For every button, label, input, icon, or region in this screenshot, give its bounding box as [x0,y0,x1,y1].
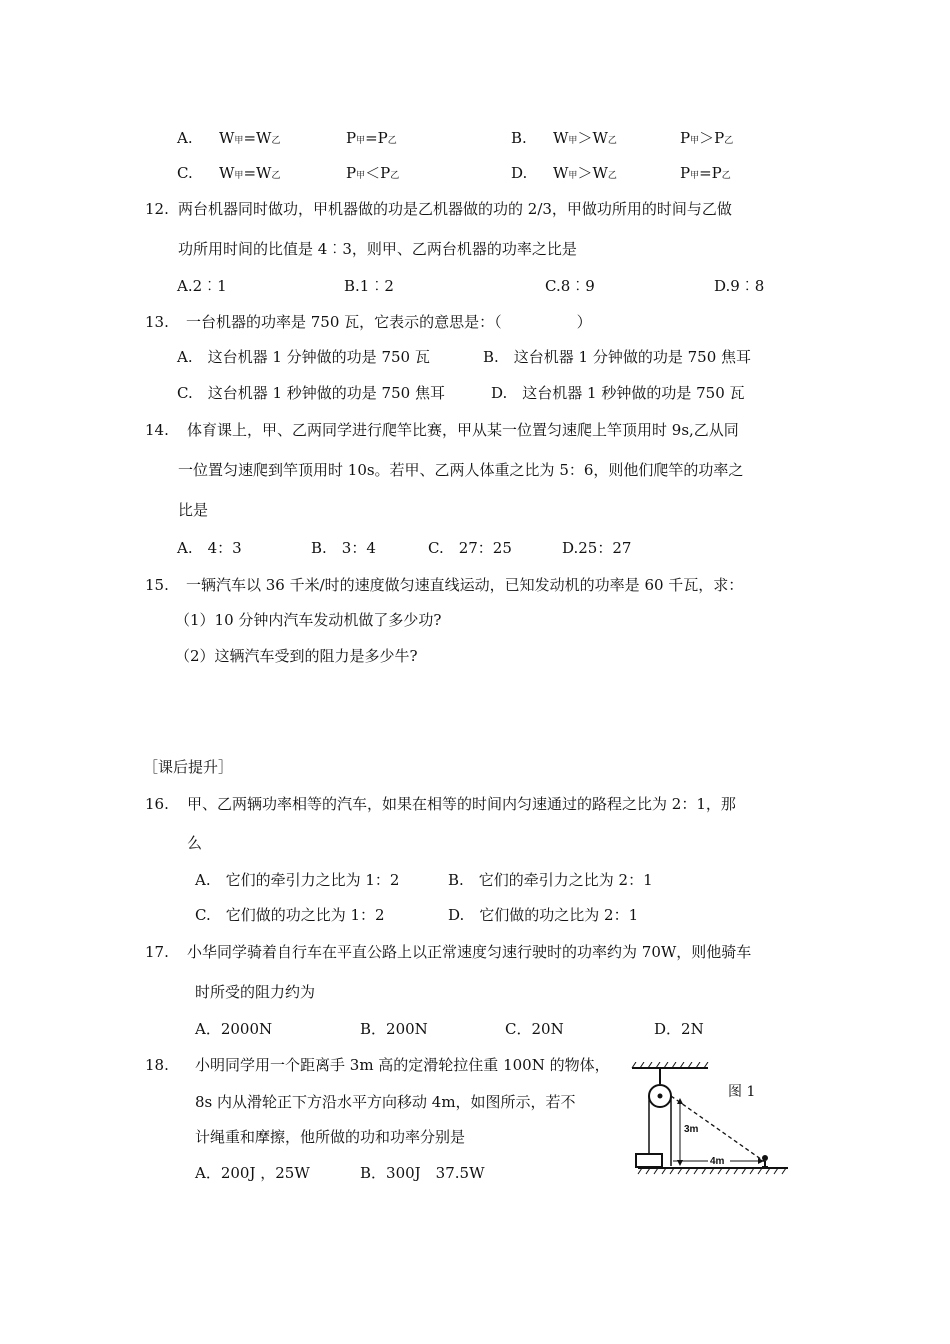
q11-a-power: P甲=P乙 [346,129,397,147]
q13-stem: 一台机器的功率是 750 瓦，它表示的意思是：（ ） [186,313,592,331]
q11-b-power: P甲＞P乙 [680,129,734,147]
q11-d-power: P甲=P乙 [680,164,731,182]
q12-number: 12. [145,200,169,218]
q13-option-c: C. 这台机器 1 秒钟做的功是 750 焦耳 [177,384,445,402]
q16-option-c: C. 它们做的功之比为 1：2 [195,906,385,924]
q12-option-c: C.8︰9 [545,277,595,295]
pulley-figure [628,1062,790,1182]
q16-option-d: D. 它们做的功之比为 2：1 [448,906,639,924]
q11-c-work: W甲=W乙 [219,164,281,182]
q11-c-letter: C. [177,164,193,182]
q14-stem-line2: 一位置匀速爬到竿顶用时 10s。若甲、乙两人体重之比为 5：6，则他们爬竿的功率之 [178,461,744,479]
q17-option-c: C．20N [505,1020,564,1038]
q15-part-1: （1）10 分钟内汽车发动机做了多少功? [175,611,442,629]
q14-number: 14. [145,421,169,439]
q18-number: 18. [145,1056,169,1074]
q16-option-a: A. 它们的牵引力之比为 1：2 [195,871,400,889]
q11-a-letter: A. [177,129,193,147]
q14-option-c: C. 27：25 [428,539,512,557]
q12-stem-line2: 功所用时间的比值是 4︰3，则甲、乙两台机器的功率之比是 [178,240,577,258]
width-label: 4m [710,1156,725,1167]
q13-option-b: B. 这台机器 1 分钟做的功是 750 焦耳 [483,348,752,366]
q17-option-d: D．2N [654,1020,704,1038]
q17-stem-line1: 小华同学骑着自行车在平直公路上以正常速度匀速行驶时的功率约为 70W，则他骑车 [187,943,752,961]
q11-b-work: W甲＞W乙 [553,129,617,147]
q17-option-a: A．2000N [195,1020,273,1038]
figure-caption: 图 1 [728,1084,756,1100]
q16-option-b: B. 它们的牵引力之比为 2：1 [448,871,653,889]
weight-block [636,1154,662,1167]
q12-option-a: A.2︰1 [177,277,227,295]
q15-number: 15. [145,576,169,594]
q11-c-power: P甲＜P乙 [346,164,400,182]
q14-stem-line1: 体育课上，甲、乙两同学进行爬竿比赛，甲从某一位置匀速爬上竿顶用时 9s,乙从同 [187,421,739,439]
q11-b-letter: B. [511,129,527,147]
q11-d-letter: D. [511,164,528,182]
q11-d-work: W甲＞W乙 [553,164,617,182]
pulley-diagram [628,1062,790,1182]
q18-option-b: B．300J 37.5W [360,1164,485,1182]
q13-number: 13. [145,313,169,331]
q18-stem-line2: 8s 内从滑轮正下方沿水平方向移动 4m，如图所示，若不 [195,1093,576,1111]
q16-stem-line2: 么 [187,834,203,852]
q16-number: 16. [145,795,169,813]
q12-stem-line1: 两台机器同时做功，甲机器做的功是乙机器做的功的 2/3，甲做功所用的时间与乙做 [178,200,732,218]
q13-option-d: D. 这台机器 1 秒钟做的功是 750 瓦 [491,384,745,402]
section-heading: ［课后提升］ [143,758,234,776]
pulley-axle [658,1094,663,1099]
q12-option-b: B.1︰2 [344,277,394,295]
height-label: 3m [684,1124,699,1135]
q18-stem-line1: 小明同学用一个距离手 3m 高的定滑轮拉住重 100N 的物体， [195,1056,610,1074]
person-head [762,1155,768,1161]
q11-a-work: W甲=W乙 [219,129,281,147]
q17-option-b: B．200N [360,1020,428,1038]
q12-option-d: D.9︰8 [714,277,765,295]
q15-part-2: （2）这辆汽车受到的阻力是多少牛? [175,647,418,665]
q13-option-a: A. 这台机器 1 分钟做的功是 750 瓦 [177,348,430,366]
q14-option-b: B. 3：4 [311,539,376,557]
q18-stem-line3: 计绳重和摩擦，他所做的功和功率分别是 [195,1128,466,1146]
q16-stem-line1: 甲、乙两辆功率相等的汽车，如果在相等的时间内匀速通过的路程之比为 2：1，那 [187,795,736,813]
q15-stem: 一辆汽车以 36 千米/时的速度做匀速直线运动，已知发动机的功率是 60 千瓦，求： [186,576,744,594]
q14-option-d: D.25：27 [562,539,632,557]
q17-number: 17. [145,943,169,961]
q18-option-a: A．200J ，25W [195,1164,310,1182]
q17-stem-line2: 时所受的阻力约为 [195,983,316,1001]
q14-stem-line3: 比是 [178,501,209,519]
q14-option-a: A. 4：3 [177,539,242,557]
